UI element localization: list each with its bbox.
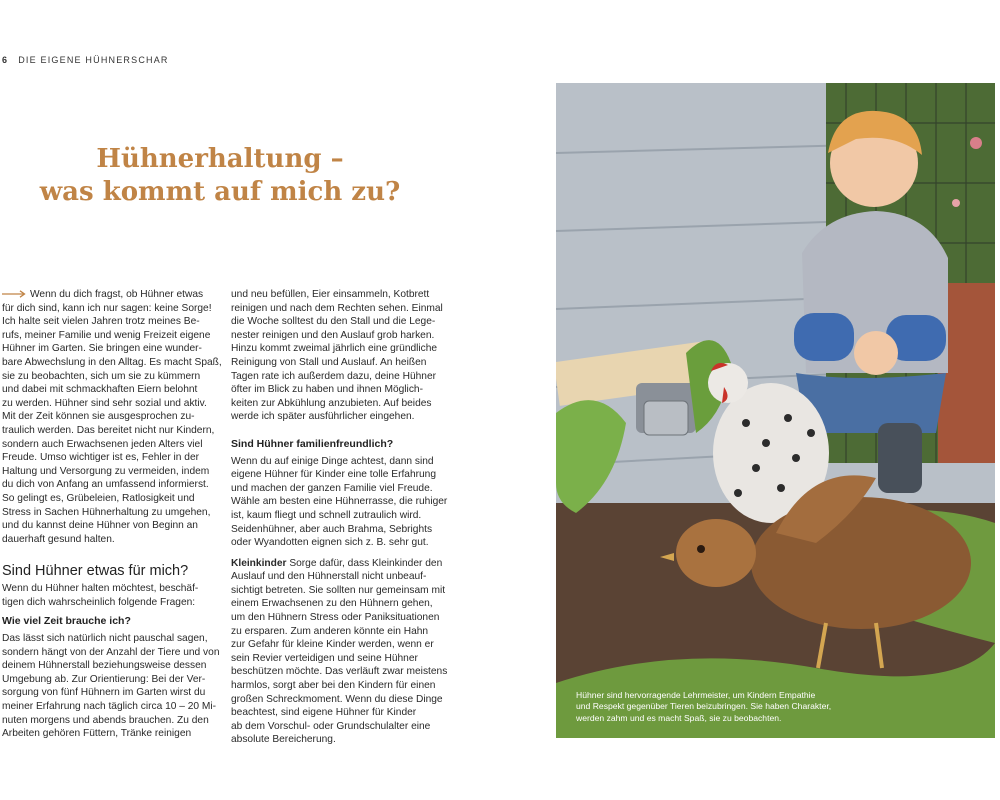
- intro-line: du dich von Anfang an umfassend informierst.: [2, 479, 209, 491]
- intro-line: Freude. Umso wichtiger ist es, Fehler in der: [2, 452, 200, 464]
- intro-line: So gelingt es, Grübeleien, Ratlosigkeit und: [2, 492, 195, 504]
- body-line: eigene Hühner für Kinder eine tolle Erfahrung: [231, 469, 437, 481]
- lead-word: Kleinkinder: [231, 557, 287, 569]
- body-line: großen Schreckmoment. Wenn du diese Dinge: [231, 693, 443, 705]
- caption-line: und Respekt gegenüber Tieren beizubringen. Sie haben Charakter,: [576, 701, 832, 711]
- intro-line: sie zu beobachten, sich um sie zu kümmern: [2, 370, 201, 382]
- intro-line: sondern auch Erwachsenen jeden Alters viel: [2, 438, 203, 450]
- title-line-1: Hühnerhaltung –: [96, 144, 344, 174]
- toddler-paragraph: [231, 557, 448, 747]
- intro-line: traulich werden. Das bereitet nicht nur Kindern,: [2, 424, 215, 436]
- intro-line: zu werden. Hühner sind sehr sozial und aktiv.: [2, 397, 207, 409]
- body-line: ist, kaum fliegt und schnell zutraulich wird.: [231, 509, 422, 521]
- body-line: keiten zur Abkühlung anzubieten. Auf beides: [231, 397, 432, 409]
- body-line: zu ersparen. Zum anderen könnte ein Hahn: [231, 625, 429, 637]
- page-number: 6: [2, 55, 9, 65]
- body-line: und machen der ganzen Familie viel Freude.: [231, 482, 433, 494]
- body-line: Tagen rate ich außerdem dazu, deine Hühner: [231, 370, 437, 382]
- text-column-right: [231, 288, 448, 747]
- body-line: nuten morgens und abends brauchen. Zu den: [2, 714, 209, 726]
- intro-line: bare Abwechslung in den Alltag. Es macht Spaß,: [2, 356, 222, 368]
- body-line: Arbeiten gehören Füttern, Tränke reinigen: [2, 728, 192, 740]
- body-line: beschützen möchte. Das verläuft zwar meistens: [231, 666, 448, 678]
- body-line: die Woche solltest du den Stall und die Lege-: [231, 316, 436, 328]
- body-line: um den Hühnern Stress oder Paniksituationen: [231, 612, 440, 624]
- body-line: nester reinigen und den Auslauf grob harken.: [231, 329, 435, 341]
- page-title: [0, 143, 440, 209]
- body-line: Hinzu kommt zweimal jährlich eine gründliche: [231, 343, 438, 355]
- body-line: sorgung von fünf Hühnern im Garten wirst du: [2, 687, 206, 699]
- running-header: [2, 55, 169, 65]
- body-line: Wenn du auf einige Dinge achtest, dann sind: [231, 455, 434, 467]
- intro-line: rufs, meiner Familie und wenig Freizeit eigene: [2, 329, 211, 341]
- intro-line: Wenn du dich fragst, ob Hühner etwas: [30, 289, 204, 300]
- intro-line: und du kannst deine Hühner von Beginn an: [2, 520, 198, 532]
- body-line: Reinigung von Stall und Auslauf. An heißen: [231, 356, 427, 368]
- arrow-right-icon: [2, 290, 26, 298]
- section-heading: Sind Hühner etwas für mich?: [2, 563, 189, 580]
- intro-line: Ich halte seit vielen Jahren trotz meines Be-: [2, 316, 200, 328]
- body-line: und neu befüllen, Eier einsammeln, Kotbrett: [231, 289, 430, 300]
- intro-line: für dich sind, kann ich nur sagen: keine Sorge!: [2, 302, 212, 314]
- body-line: Umgebung ab. Zur Orientierung: Bei der Ver-: [2, 673, 206, 685]
- subheading-family: Sind Hühner familienfreundlich?: [231, 437, 394, 450]
- photo-child-with-chickens: [556, 83, 995, 738]
- section-title: DIE EIGENE HÜHNERSCHAR: [18, 55, 169, 65]
- family-paragraph: [231, 455, 448, 550]
- body-line: zur Gefahr für kleine Kinder werden, wenn er: [231, 639, 434, 651]
- body-line: sichtigt betreten. Sie sollten nur gemeinsam mit: [231, 584, 446, 596]
- body-line: sein Revier verteidigen und seine Hühner: [231, 652, 418, 664]
- intro-line: Stress in Sachen Hühnerhaltung zu umgehen,: [2, 506, 211, 518]
- intro-line: und dabei mit schmackhaften Eiern belohnt: [2, 384, 198, 396]
- body-line: Auslauf und den Hühnerstall nicht unbeauf-: [231, 571, 427, 583]
- photo-illustration: [556, 83, 995, 738]
- body-line: Das lässt sich natürlich nicht pauschal sagen,: [2, 633, 208, 645]
- body-line: absolute Bereicherung.: [231, 734, 336, 746]
- text-column-left: [2, 288, 222, 741]
- caption-line: Hühner sind hervorragende Lehrmeister, um Kindern Empathie: [576, 689, 816, 700]
- intro-paragraph: [2, 288, 222, 546]
- body-line: oder Wyandotten eignen sich z. B. sehr gut.: [231, 537, 429, 549]
- body-line: Wähle am besten eine Hühnerrasse, die ruhiger: [231, 496, 448, 508]
- body-line: beachtest, sind eigene Hühner für Kinder: [231, 707, 417, 719]
- intro-line: Hühner im Garten. Sie bringen eine wunder-: [2, 343, 202, 355]
- body-line: Seidenhühner, aber auch Brahma, Sebrights: [231, 523, 433, 535]
- body-line: meiner Erfahrung nach täglich circa 10 – 20 Mi-: [2, 701, 217, 713]
- body-line: werde ich später ausführlicher eingehen.: [231, 411, 415, 423]
- time-paragraph: [2, 632, 220, 741]
- body-line: ab dem Vorschul- oder Grundschulalter eine: [231, 720, 431, 732]
- title-line-2: was kommt auf mich zu?: [39, 177, 401, 207]
- body-line: Sorge dafür, dass Kleinkinder den: [289, 557, 443, 569]
- intro-line: Haltung und Versorgung zu vermeiden, indem: [2, 465, 210, 477]
- intro-line: dauerhaft gesund halten.: [2, 533, 115, 545]
- subheading-time: Wie viel Zeit brauche ich?: [2, 615, 131, 628]
- section-intro: [2, 582, 214, 609]
- caption-line: werden zahm und es macht Spaß, sie zu beobachten.: [576, 712, 782, 723]
- section-intro-line: tigen dich wahrscheinlich folgende Fragen:: [2, 596, 196, 608]
- body-line: reinigen und nach dem Rechten sehen. Einmal: [231, 302, 443, 314]
- body-line: harmlos, sorgt aber bei den Kindern für einen: [231, 680, 436, 692]
- body-line: öfter im Blick zu haben und ihnen Möglich-: [231, 384, 423, 396]
- continuation-paragraph: [231, 288, 443, 424]
- intro-line: Mit der Zeit können sie ausgesprochen zu-: [2, 411, 195, 423]
- section-intro-line: Wenn du Hühner halten möchtest, beschäf-: [2, 583, 199, 595]
- body-line: sondern hängt von der Anzahl der Tiere und von: [2, 646, 220, 658]
- body-line: deinem Hühnerstall beziehungsweise dessen: [2, 660, 207, 672]
- photo-caption: [576, 690, 956, 725]
- body-line: einem Erwachsenen zu den Hühnern gehen,: [231, 598, 433, 610]
